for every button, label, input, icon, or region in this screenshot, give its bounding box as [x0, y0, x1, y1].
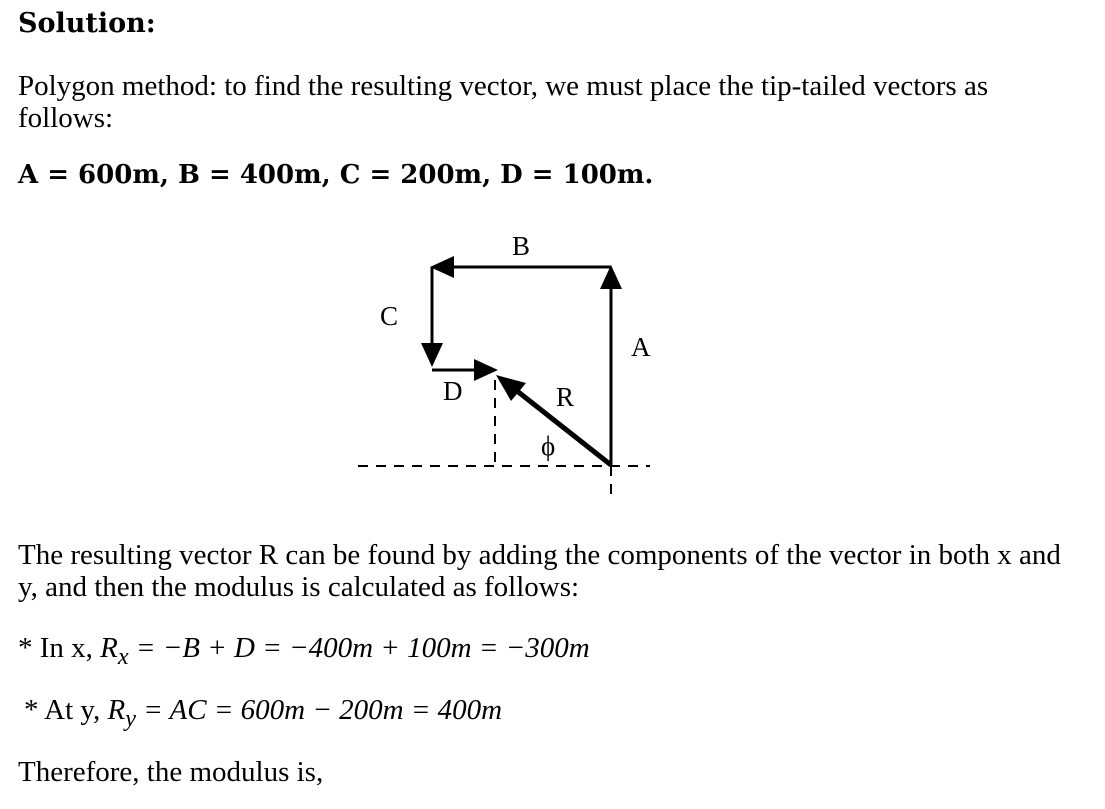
label-d: D: [443, 376, 463, 406]
equation-y-sub: y: [125, 704, 136, 732]
vector-d-arrowhead: [474, 359, 498, 381]
label-c: C: [380, 301, 399, 331]
vector-a-arrowhead: [600, 265, 622, 289]
vector-c-arrowhead: [421, 343, 443, 367]
vector-values: A = 600m, B = 400m, C = 200m, D = 100m.: [18, 160, 654, 190]
equation-x-var: R: [100, 632, 118, 664]
label-phi: ϕ: [541, 431, 556, 461]
intro-paragraph: Polygon method: to find the resulting vector, we must place the tip-tailed vectors as follows:: [18, 70, 989, 134]
vector-b-arrowhead: [430, 256, 454, 278]
explanation-paragraph: The resulting vector R can be found by adding the components of the vector in both x and y, and then the modulus is calculated as follows:: [18, 539, 1061, 603]
label-r: R: [556, 382, 575, 412]
equation-x-sub: x: [117, 642, 129, 670]
label-a: A: [631, 332, 651, 362]
solution-heading: Solution:: [18, 8, 156, 39]
label-b: B: [512, 231, 531, 261]
equation-y-body: = AC = 600m − 200m = 400m: [143, 694, 503, 726]
equation-x-body: = −B + D = −400m + 100m = −300m: [135, 632, 590, 664]
equation-y: [24, 694, 502, 733]
equation-y-prefix: * At y,: [24, 694, 101, 726]
equation-x-prefix: * In x,: [18, 632, 93, 664]
equation-y-var: R: [107, 694, 126, 726]
vector-polygon-diagram: [350, 225, 660, 505]
conclusion-text: Therefore, the modulus is,: [18, 756, 324, 788]
equation-x: [18, 632, 590, 671]
